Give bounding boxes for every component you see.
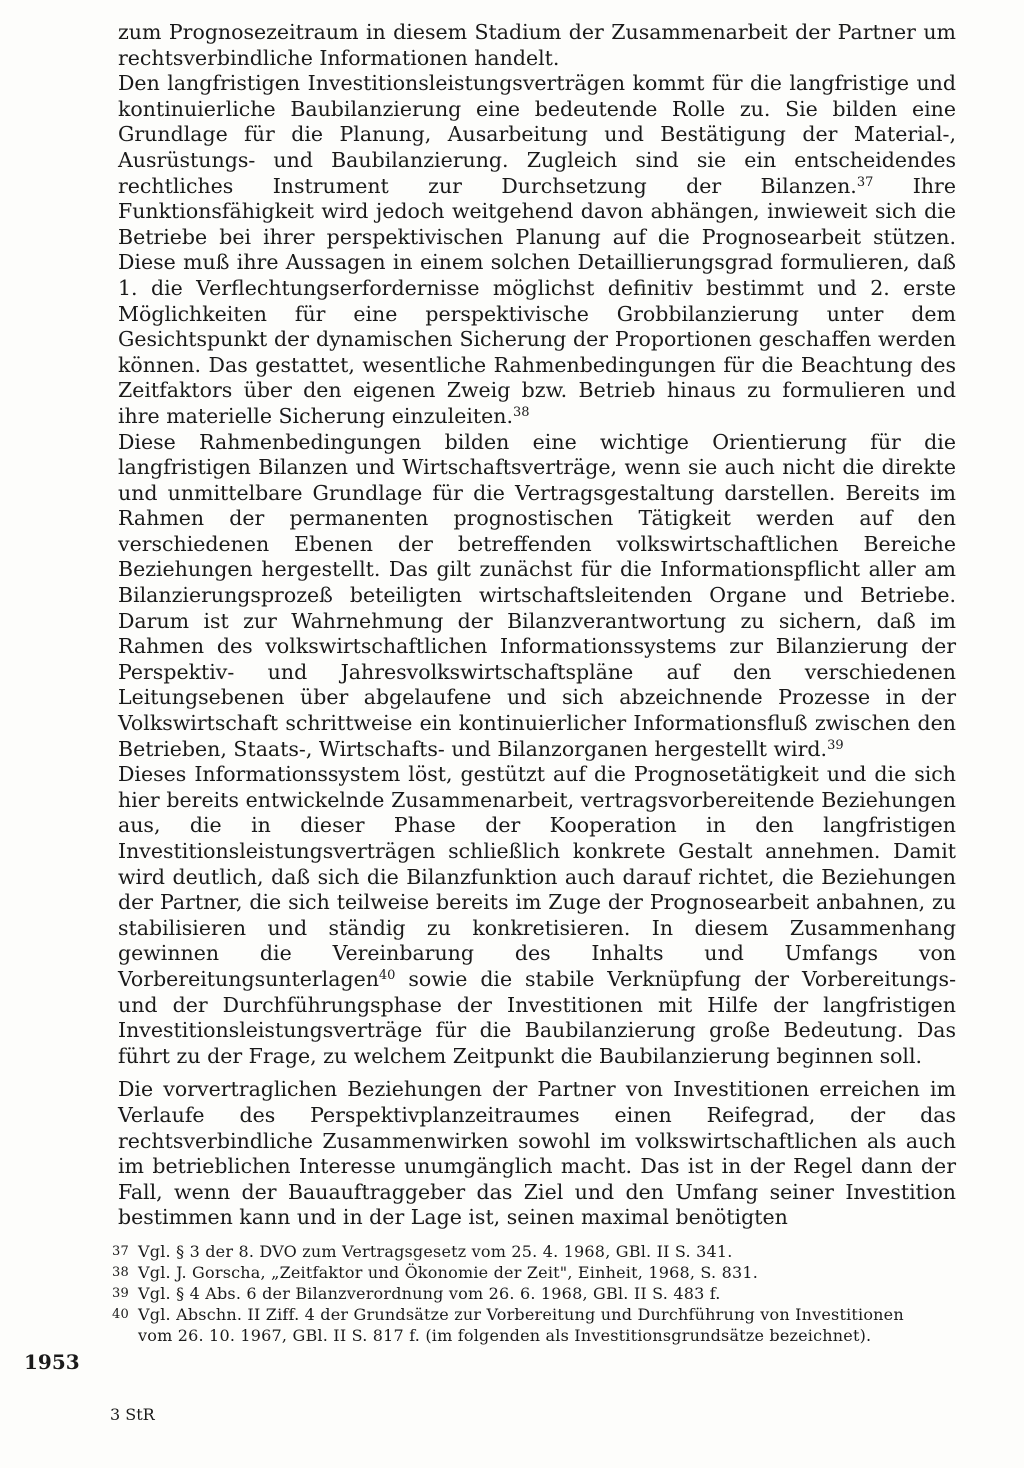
paragraph <box>118 1077 956 1231</box>
footnote-text: Vgl. § 4 Abs. 6 der Bilanzverordnung vom 26. 6. 1968, GBl. II S. 483 f. <box>138 1284 721 1303</box>
paragraph-text: Den langfristigen Investitionsleistungsverträgen kommt für die langfristige und kontinuierliche Baubilanzierung eine bedeutende Rolle zu. Sie bilden eine Grundlage für die Planung, Ausarbeitung und Bestätigung der Material-, Ausrüstungs- und Baubilanzierung. Zugleich sind sie ein entscheidendes rechtliches Instrument zur Durchsetzung der Bilanzen. <box>118 71 956 198</box>
signature-mark: 3 StR <box>110 1405 155 1424</box>
footnote <box>112 1241 940 1262</box>
footnote-number: 39 <box>112 1286 129 1301</box>
footnote-reference: 37 <box>856 174 874 190</box>
footnote-number: 37 <box>112 1244 129 1259</box>
main-text <box>118 20 956 1231</box>
footnotes <box>112 1241 940 1346</box>
footnote-number: 40 <box>112 1307 129 1322</box>
footnote <box>112 1283 940 1304</box>
paragraph-text: zum Prognosezeitraum in diesem Stadium der Zusammenarbeit der Partner um rechtsverbindliche Informationen handelt. <box>118 20 956 70</box>
footnote-reference: 38 <box>512 404 530 420</box>
footnote-reference: 39 <box>827 737 844 753</box>
paragraph <box>118 71 956 429</box>
paragraph <box>118 20 956 71</box>
footnote-number: 38 <box>112 1265 129 1280</box>
paragraph-text: Ihre Funktionsfähigkeit wird jedoch weitgehend davon abhängen, inwieweit sich die Betriebe bei ihrer perspektivischen Planung auf die Prognosearbeit stützen. Diese muß ihre Aussagen in einem solchen Detaillierungsgrad formulieren, daß 1. die Verflechtungserfordernisse möglichst definitiv bestimmt und 2. erste Möglichkeiten für eine perspektivische Grobbilanzierung unter dem Gesichtspunkt der dynamischen Sicherung der Proportionen geschaffen werden können. Das gestattet, wesentliche Rahmenbedingungen für die Beachtung des Zeitfaktors über den eigenen Zweig bzw. Betrieb hinaus zu formulieren und ihre materielle Sicherung einzuleiten. <box>118 173 956 428</box>
footnote <box>112 1304 940 1346</box>
paragraph <box>118 762 956 1069</box>
paragraph-text: Die vorvertraglichen Beziehungen der Partner von Investitionen erreichen im Verlaufe des Perspektivplanzeitraumes einen Reifegrad, der das rechtsverbindliche Zusammenwirken sowohl im volkswirtschaftlichen als auch im betrieblichen Interesse unumgänglich macht. Das ist in der Regel dann der Fall, wenn der Bauauftraggeber das Ziel und den Umfang seiner Investition bestimmen kann und in der Lage ist, seinen maximal benötigten <box>118 1077 956 1230</box>
footnote-text: Vgl. § 3 der 8. DVO zum Vertragsgesetz vom 25. 4. 1968, GBl. II S. 341. <box>138 1242 733 1261</box>
footnote-reference: 40 <box>378 967 396 983</box>
paragraph-text: Diese Rahmenbedingungen bilden eine wichtige Orientierung für die langfristigen Bilanzen und Wirtschaftsverträge, wenn sie auch nicht die direkte und unmittelbare Grundlage für die Vertragsgestaltung darstellen. Bereits im Rahmen der permanenten prognostischen Tätigkeit werden auf den verschiedenen Ebenen der betreffenden volkswirtschaftlichen Bereiche Beziehungen hergestellt. Das gilt zunächst für die Informationspflicht aller am Bilanzierungsprozeß beteiligten wirtschaftsleitenden Organe und Betriebe. Darum ist zur Wahrnehmung der Bilanzverantwortung zu sichern, daß im Rahmen des volkswirtschaftlichen Informationssystems zur Bilanzierung der Perspektiv- und Jahresvolkswirtschaftspläne auf den verschiedenen Leitungsebenen über abgelaufene und sich abzeichnende Prozesse in der Volkswirtschaft schrittweise ein kontinuierlicher Informationsfluß zwischen den Betrieben, Staats-, Wirtschafts- und Bilanzorganen hergestellt wird. <box>118 429 956 761</box>
paragraph-text: Dieses Informationssystem löst, gestützt auf die Prognosetätigkeit und die sich hier bereits entwickelnde Zusammenarbeit, vertragsvorbereitende Beziehungen aus, die in dieser Phase der Kooperation in den langfristigen Investitionsleistungsverträgen schließlich konkrete Gestalt annehmen. Damit wird deutlich, daß sich die Bilanzfunktion auch darauf richtet, die Beziehungen der Partner, die sich teilweise bereits im Zuge der Prognosearbeit anbahnen, zu stabilisieren und ständig zu konkretisieren. In diesem Zusammenhang gewinnen die Vereinbarung des Inhalts und Umfangs von Vorbereitungsunterlagen <box>118 762 956 991</box>
footnote-text: Vgl. Abschn. II Ziff. 4 der Grundsätze zur Vorbereitung und Durchführung von Investitionen vom 26. 10. 1967, GBl. II S. 817 f. (im folgenden als Investitionsgrundsätze bezeichnet). <box>138 1305 904 1345</box>
footnote <box>112 1262 940 1283</box>
paragraph-text: sowie die stabile Verknüpfung der Vorbereitungs- und der Durchführungsphase der Investitionen mit Hilfe der langfristigen Investitionsleistungsverträge für die Baubilanzierung große Bedeutung. Das führt zu der Frage, zu welchem Zeitpunkt die Baubilanzierung beginnen soll. <box>118 966 956 1068</box>
page-number: 1953 <box>24 1350 80 1374</box>
paragraph <box>118 430 956 763</box>
footnote-text: Vgl. J. Gorscha, „Zeitfaktor und Ökonomie der Zeit", Einheit, 1968, S. 831. <box>138 1263 758 1282</box>
